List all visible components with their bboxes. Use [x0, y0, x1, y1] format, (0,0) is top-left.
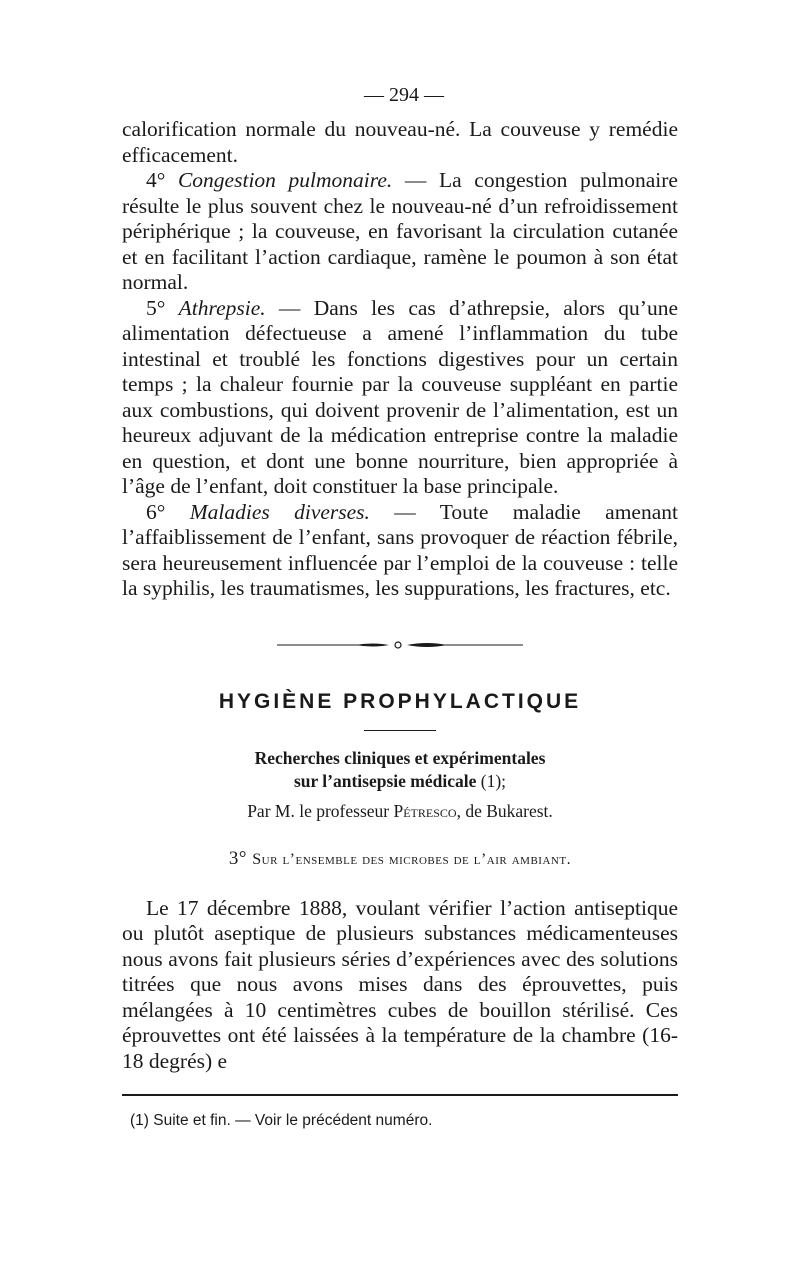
item-text: — Dans les cas d’athrepsie, alors qu’une alimentation défectueuse a amené l’inflammation du tube intestinal et troublé les fonctions digestives pour un certain temps ; la chaleur fournie par la couveuse suppléant en partie aux combustions, qui doivent provenir de l’alimentation, est un heureux adjuvant de la médication entreprise contre la maladie en question, et dont une bonne nourriture, bien appropriée à l’âge de l’enfant, doit constituer la base principale. [122, 295, 678, 498]
item-title: Maladies diverses. [189, 499, 370, 524]
footnote-rule [122, 1094, 678, 1096]
byline-suffix: , de Bukarest. [456, 800, 553, 821]
item-title: Athrepsie. [178, 295, 266, 320]
paragraph-athrepsie [122, 296, 678, 500]
page-number: — 294 — [364, 84, 444, 106]
byline-prefix: Par M. le professeur [247, 800, 394, 821]
item-title: Congestion pulmonaire. [177, 168, 393, 192]
author-name: Pétresco [393, 800, 457, 821]
byline [122, 801, 678, 822]
item-text: — Toute maladie amenant l’affaiblissement de l’enfant, sans provoquer de réaction fébrile, sera heureusement influencée par l’emploi de la couveuse : telle la syphilis, les traumatismes, les suppurations, les fractures, etc. [122, 499, 678, 600]
ornament-divider [122, 638, 678, 652]
footnote: (1) Suite et fin. — Voir le précédent numéro. [130, 1112, 433, 1129]
paragraph-maladies [122, 500, 678, 602]
item-number: 5° [146, 295, 179, 320]
item-text: — La congestion pulmonaire résulte le plus souvent chez le nouveau-né d’un refroidissement périphérique ; la couveuse, en favorisant la circulation cutanée et en facilitant l’action cardiaque, ramène le poumon à son état normal. [122, 168, 678, 294]
article-body: Le 17 décembre 1888, voulant vérifier l’action antiseptique ou plutôt aseptique de plusieurs substances médicamenteuses nous avons fait plusieurs séries d’expériences avec des solutions titrées que nous avons mises dans des éprouvettes, puis mélangées à 10 centimètres cubes de bouillon stérilisé. Ces éprouvettes ont été laissées à la température de la chambre (16-18 degrés) e [122, 895, 678, 1073]
item-number: 4° [146, 168, 178, 192]
page [122, 84, 678, 1130]
subheading-number: 3° [228, 847, 253, 869]
subheading-text: Sur l’ensemble des microbes de l’air ambiant. [252, 850, 572, 868]
article-title [122, 747, 678, 793]
subheading [122, 848, 678, 870]
footnote-ref: (1); [476, 770, 507, 791]
section-title: HYGIÈNE PROPHYLACTIQUE [218, 689, 582, 713]
paragraph-congestion [122, 168, 678, 296]
article-title-line-2: sur l’antisepsie médicale [293, 770, 477, 791]
paragraph-calorification: calorification normale du nouveau-né. La couveuse y remédie efficacement. [122, 117, 678, 167]
article-title-line-1: Recherches cliniques et expérimentales [254, 747, 546, 768]
title-rule [364, 730, 436, 731]
ornament-rule-icon [277, 640, 523, 650]
item-number: 6° [146, 499, 190, 524]
